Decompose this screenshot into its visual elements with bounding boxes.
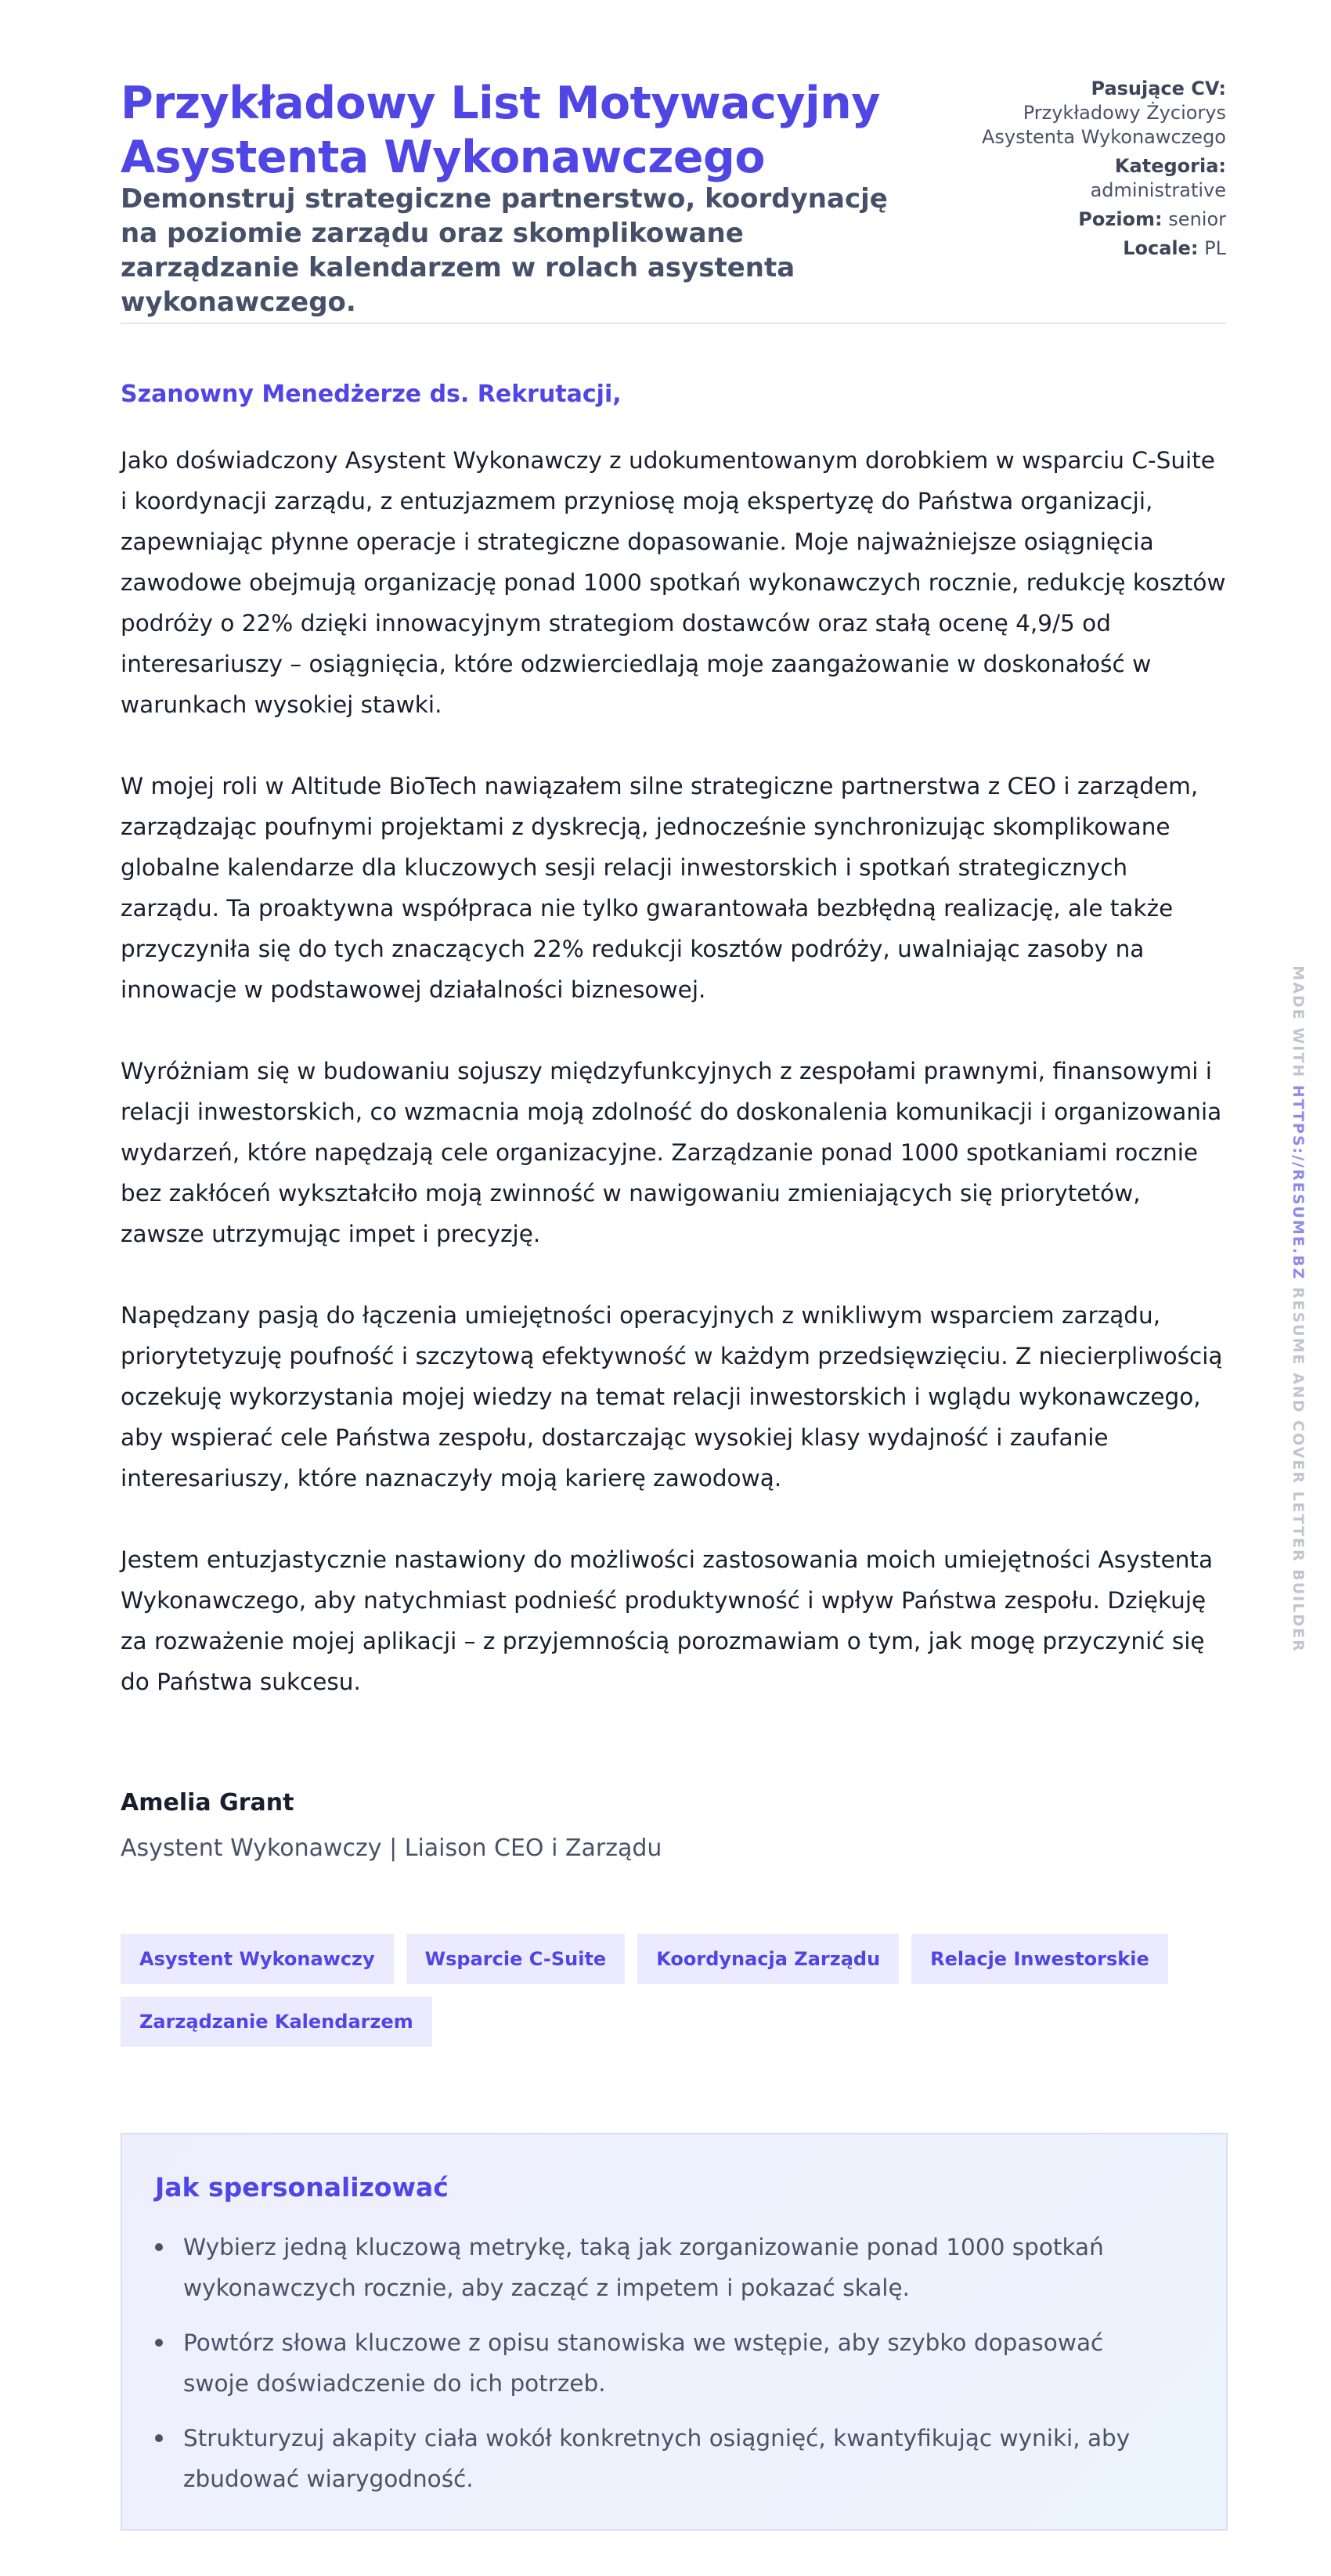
page-title: Przykładowy List Motywacyjny Asystenta Wykonawczego [121,78,880,183]
meta-row [960,207,1226,232]
bullet-icon [155,2434,163,2442]
meta-value: senior [1168,208,1226,230]
tag-chip: Wsparcie C-Suite [406,1934,626,1984]
meta-row [960,154,1226,203]
tip-item [155,2418,1173,2499]
page-header [121,77,1226,324]
page-subtitle: Demonstruj strategiczne partnerstwo, koordynację na poziomie zarządu oraz skomplikowane zarządzanie kalendarzem w rolach asystenta wykonawczego. [121,183,888,318]
tag-chip: Asystent Wykonawczy [121,1934,394,1984]
meta-key: Locale: [1123,237,1199,259]
tag-list [121,1934,1226,2059]
meta-value: administrative [1090,179,1226,201]
watermark-suffix: RESUME AND COVER LETTER BUILDER [1290,1286,1307,1653]
letter-greeting: Szanowny Menedżerze ds. Rekrutacji, [121,381,622,408]
signature-role: Asystent Wykonawczy | Liaison CEO i Zarządu [121,1835,662,1862]
letter-paragraph: Jestem entuzjastycznie nastawiony do możliwości zastosowania moich umiejętności Asystenta Wykonawczego, aby natychmiast podnieść produktywność i wpływ Państwa zespołu. Dziękuję za rozważenie mojej aplikacji – z przyjemnością porozmawiam o tym, jak mogę przyczynić się do Państwa sukcesu. [121,1546,1214,1695]
tip-text: Wybierz jedną kluczową metrykę, taką jak zorganizowanie ponad 1000 spotkań wykonawczych rocznie, aby zacząć z impetem i pokazać skalę. [183,2234,1104,2301]
meta-key: Kategoria: [1114,155,1226,177]
meta-value: PL [1204,237,1226,259]
tip-text: Powtórz słowa kluczowe z opisu stanowiska we wstępie, aby szybko dopasować swoje doświadczenie do ich potrzeb. [183,2329,1104,2397]
letter-paragraph: W mojej roli w Altitude BioTech nawiązałem silne strategiczne partnerstwa z CEO i zarządem, zarządzając poufnymi projektami z dyskrecją, jednocześnie synchronizując skomplikowane globalne kalendarze dla kluczowych sesji relacji inwestorskich i spotkań strategicznych zarządu. Ta proaktywna współpraca nie tylko gwarantowała bezbłędną realizację, ale także przyczyniła się do tych znaczących 22% redukcji kosztów podróży, uwalniając zasoby na innowacje w podstawowej działalności biznesowej. [121,773,1199,1003]
letter-paragraph: Napędzany pasją do łączenia umiejętności operacyjnych z wnikliwym wsparciem zarządu, priorytetyzuję poufność i szczytową efektywność w każdym przedsięwzięciu. Z niecierpliwością oczekuję wykorzystania mojej wiedzy na temat relacji inwestorskich i wglądu wykonawczego, aby wspierać cele Państwa zespołu, dostarczając wysokiej klasy wydajność i zaufanie interesariuszy, które naznaczyły moją karierę zawodową. [121,1302,1223,1492]
personalization-tips [121,2133,1228,2531]
meta-row [960,77,1226,150]
meta-key: Poziom: [1078,208,1163,230]
tips-title: Jak spersonalizować [155,2172,449,2203]
tip-item [155,2322,1173,2404]
meta-value: Przykładowy Życiorys Asystenta Wykonawczego [981,102,1226,148]
letter-paragraph: Wyróżniam się w budowaniu sojuszy międzyfunkcyjnych z zespołami prawnymi, finansowymi i relacji inwestorskich, co wzmacnia moją zdolność do doskonalenia komunikacji i organizowania wydarzeń, które napędzają cele organizacyjne. Zarządzanie ponad 1000 spotkaniami rocznie bez zakłóceń wykształciło moją zwinność w nawigowaniu zmieniających się priorytetów, zawsze utrzymując impet i precyzję. [121,1058,1222,1247]
tag-chip: Zarządzanie Kalendarzem [121,1997,432,2047]
tip-item [155,2227,1173,2308]
bullet-icon [155,2339,163,2347]
tag-chip: Relacje Inwestorskie [911,1934,1168,1984]
tip-text: Strukturyzuj akapity ciała wokół konkretnych osiągnięć, kwantyfikując wyniki, aby zbudować wiarygodność. [183,2425,1131,2492]
signature-name: Amelia Grant [121,1789,294,1817]
meta-row [960,236,1226,261]
watermark-link[interactable]: HTTPS://RESUME.BZ [1290,1084,1307,1281]
meta-info [960,77,1226,265]
meta-key: Pasujące CV: [1091,78,1226,99]
watermark-prefix: MADE WITH [1290,965,1307,1079]
letter-paragraph: Jako doświadczony Asystent Wykonawczy z udokumentowanym dorobkiem w wsparciu C-Suite i koordynacji zarządu, z entuzjazmem przyniosę moją ekspertyzę do Państwa organizacji, zapewniając płynne operacje i strategiczne dopasowanie. Moje najważniejsze osiągnięcia zawodowe obejmują organizację ponad 1000 spotkań wykonawczych rocznie, redukcję kosztów podróży o 22% dzięki innowacyjnym strategiom dostawców oraz stałą ocenę 4,9/5 od interesariuszy – osiągnięcia, które odzwierciedlają moje zaangażowanie w doskonałość w warunkach wysokiej stawki. [121,447,1226,718]
tag-chip: Koordynacja Zarządu [637,1934,899,1984]
letter-body [121,440,1226,1743]
tips-list [155,2227,1173,2513]
bullet-icon [155,2243,163,2251]
